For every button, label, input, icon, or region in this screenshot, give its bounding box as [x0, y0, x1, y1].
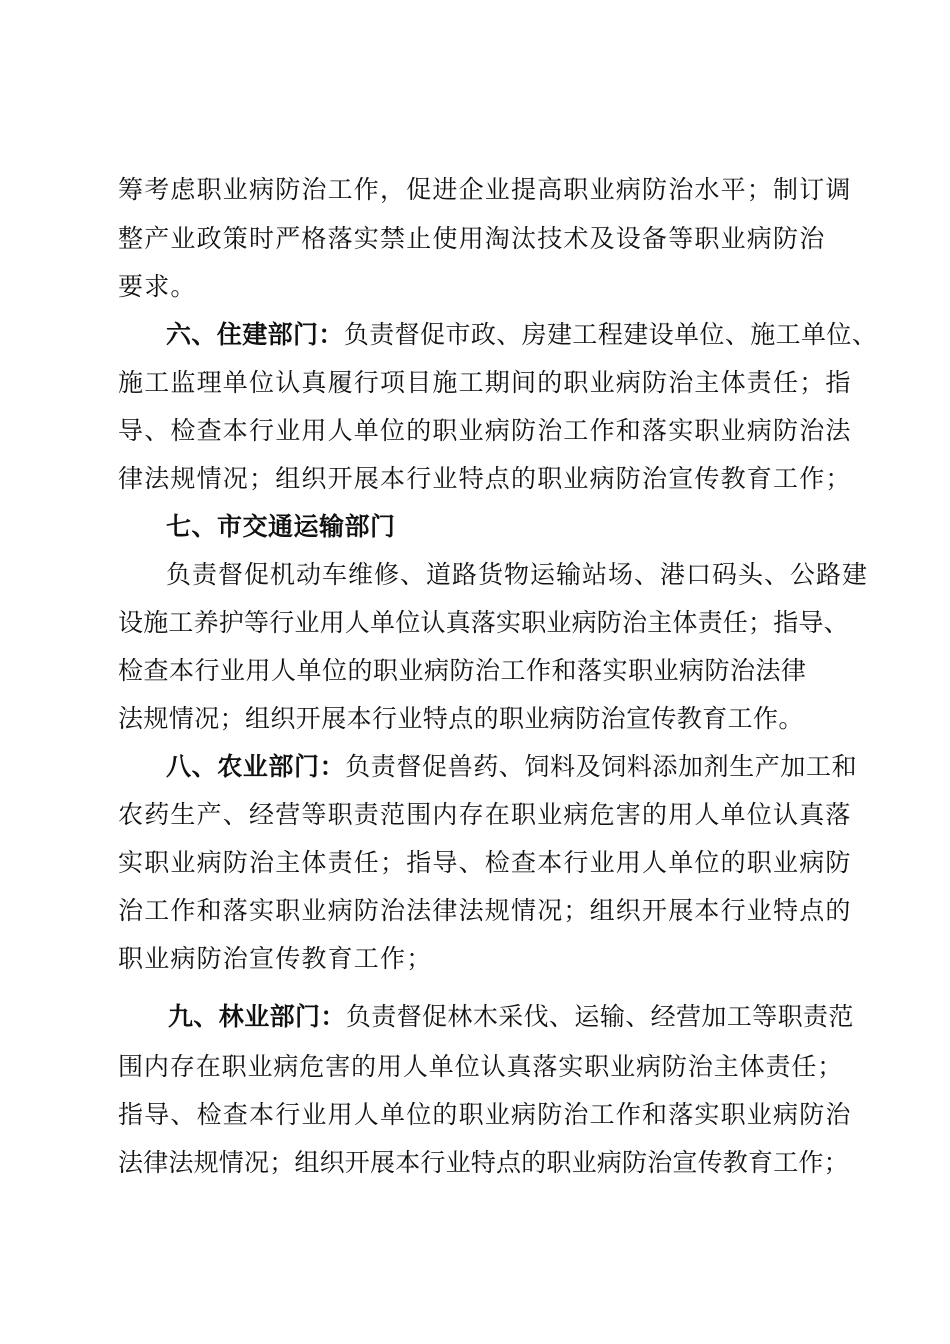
body-line: 检查本行业用人单位的职业病防治工作和落实职业病防治法律 [118, 656, 807, 685]
body-line: 法律法规情况；组织开展本行业特点的职业病防治宣传教育工作； [118, 1148, 849, 1177]
section-paragraph-nine: 九、林业部门：负责督促林木采伐、运输、经营加工等职责范 [168, 1002, 854, 1031]
section-paragraph-six: 六、住建部门：负责督促市政、房建工程建设单位、施工单位、 [166, 320, 878, 349]
body-line: 指导、检查本行业用人单位的职业病防治工作和落实职业病防治 [118, 1100, 852, 1129]
body-line: 导、检查本行业用人单位的职业病防治工作和落实职业病防治法 [118, 416, 852, 445]
body-line: 律法规情况；组织开展本行业特点的职业病防治宣传教育工作； [118, 464, 852, 493]
body-line: 施工监理单位认真履行项目施工期间的职业病防治主体责任；指 [118, 368, 852, 397]
section-heading: 六、住建部门： [166, 320, 344, 349]
body-line: 法规情况；组织开展本行业特点的职业病防治宣传教育工作。 [118, 704, 804, 733]
body-line: 要求。 [118, 272, 197, 301]
section-heading: 八、农业部门： [166, 752, 346, 781]
body-line: 筹考虑职业病防治工作，促进企业提高职业病防治水平；制订调 [118, 175, 852, 204]
body-line: 负责督促机动车维修、道路货物运输站场、港口码头、公路建 [166, 560, 869, 589]
section-paragraph-eight: 八、农业部门：负责督促兽药、饲料及饲料添加剂生产加工和 [166, 752, 858, 781]
section-heading: 九、林业部门： [168, 1002, 346, 1031]
section-heading-seven: 七、市交通运输部门 [166, 512, 396, 541]
body-line: 设施工养护等行业用人单位认真落实职业病防治主体责任；指导、 [118, 608, 849, 637]
body-line: 农药生产、经营等职责范围内存在职业病危害的用人单位认真落 [118, 800, 852, 829]
body-line: 整产业政策时严格落实禁止使用淘汰技术及设备等职业病防治 [118, 224, 826, 253]
body-line: 职业病防治宣传教育工作； [118, 944, 433, 973]
body-line: 实职业病防治主体责任；指导、检查本行业用人单位的职业病防 [118, 848, 852, 877]
body-line: 围内存在职业病危害的用人单位认真落实职业病防治主体责任； [118, 1052, 844, 1081]
body-line: 治工作和落实职业病防治法律法规情况；组织开展本行业特点的 [118, 896, 852, 925]
